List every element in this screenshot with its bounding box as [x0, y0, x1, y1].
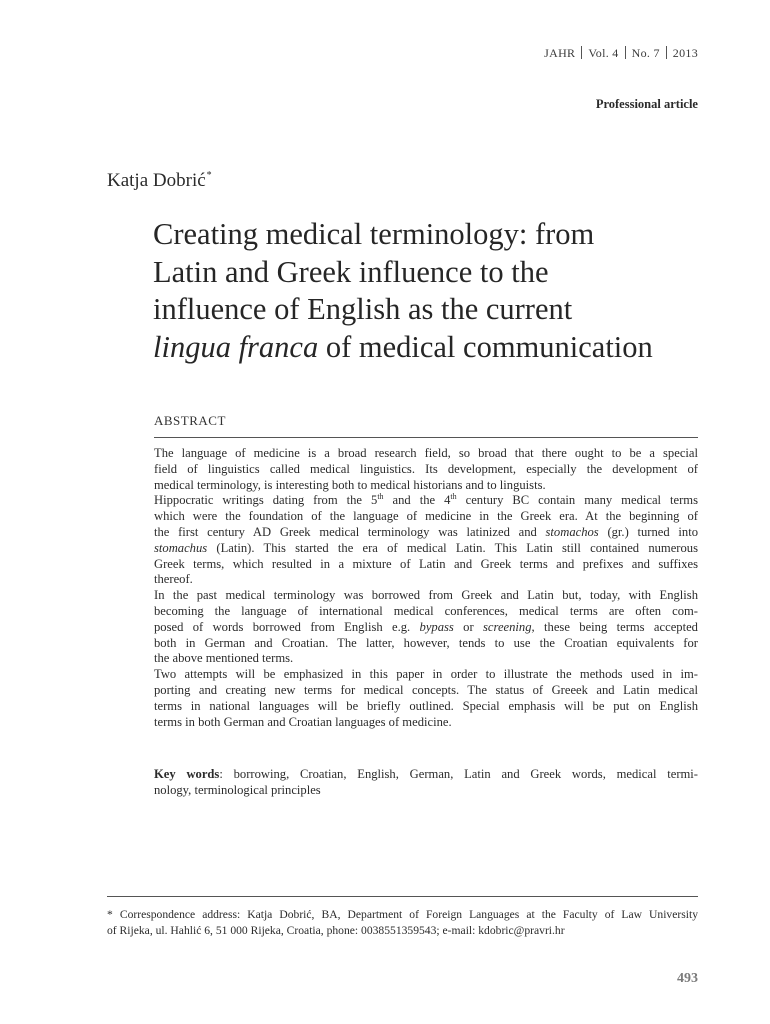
keywords-text: : borrowing, Croatian, English, German, Latin and Greek words, medical termi-: [219, 767, 699, 781]
abstract-line: [154, 493, 698, 509]
title-italic-phrase: lingua franca: [153, 329, 319, 364]
ordinal-superscript: th: [377, 492, 384, 502]
journal-year: 2013: [672, 46, 698, 60]
article-title: [153, 216, 713, 366]
title-line: [153, 329, 713, 367]
abstract-text: posed of words borrowed from English e.g.: [154, 619, 420, 634]
abstract-line: [154, 620, 698, 636]
author-name: Katja Dobrić: [107, 170, 206, 191]
abstract-text: (gr.) turned into: [598, 524, 698, 539]
author-footnote-mark: *: [206, 170, 212, 181]
article-type-label: Professional article: [595, 97, 698, 111]
abstract-line: [154, 525, 698, 541]
abstract-line: becoming the language of international medical conferences, medical terms are often com-: [154, 603, 698, 618]
abstract-italic-term: bypass: [419, 619, 454, 634]
ordinal-superscript: th: [450, 492, 457, 502]
abstract-line: medical terminology, is interesting both to medical historians and to linguists.: [154, 477, 546, 492]
abstract-text: the first century AD Greek medical terminology was latinized and: [154, 524, 546, 539]
abstract-text: and the 4: [383, 493, 451, 508]
title-line: Latin and Greek influence to the: [153, 254, 549, 289]
abstract-line: porting and creating new terms for medical concepts. The status of Greeek and Latin medical: [154, 682, 698, 697]
abstract-line: field of linguistics called medical linguistics. Its development, especially the development of: [154, 461, 698, 476]
author-name-block: [107, 170, 212, 192]
title-line: influence of English as the current: [153, 292, 573, 326]
header-divider: [581, 46, 582, 59]
header-divider: [666, 46, 667, 59]
abstract-text: century BC contain many medical terms: [456, 493, 699, 508]
journal-name: JAHR: [544, 46, 576, 60]
abstract-line: Greek terms, which resulted in a mixture of Latin and Greek terms and prefixes and suffixes: [154, 556, 698, 571]
abstract-line: both in German and Croatian. The latter, however, tends to use the Croatian equivalents for: [154, 635, 698, 650]
abstract-line: which were the foundation of the language of medicine in the Greek era. At the beginning of: [154, 509, 698, 524]
abstract-italic-term: stomachos: [545, 524, 599, 539]
header-divider: [625, 46, 626, 59]
journal-volume: Vol. 4: [588, 46, 619, 60]
title-line-rest: of medical communication: [318, 329, 653, 364]
page-number: 493: [677, 971, 698, 986]
keywords-line: nology, terminological principles: [154, 783, 321, 797]
abstract-line: thereof.: [154, 572, 193, 587]
abstract-text: or: [453, 619, 484, 634]
abstract-line: Two attempts will be emphasized in this paper in order to illustrate the methods used in im-: [154, 667, 698, 682]
footnote-line: of Rijeka, ul. Hahlić 6, 51 000 Rijeka, Croatia, phone: 0038551359543; e-mail: kdobric@pravri.hr: [107, 923, 565, 937]
abstract-text: these being terms accepted: [534, 619, 698, 634]
title-line: Creating medical terminology: from: [153, 217, 595, 251]
footnote-line: * Correspondence address: Katja Dobrić, BA, Department of Foreign Languages at the Faculty of Law University: [107, 908, 698, 921]
footnote-divider: [107, 896, 698, 897]
abstract-heading: ABSTRACT: [154, 413, 226, 428]
keywords-label: Key words: [154, 767, 220, 781]
abstract-italic-term: stomachus: [154, 540, 208, 555]
abstract-text: (Latin). This started the era of medical Latin. This Latin still contained numerous: [207, 540, 698, 555]
keywords-block: [154, 766, 698, 798]
abstract-line: [154, 541, 698, 557]
abstract-line: the above mentioned terms.: [154, 651, 294, 666]
abstract-line: terms in national languages will be briefly outlined. Special emphasis will be put on English: [154, 698, 698, 713]
abstract-divider: [154, 437, 698, 438]
abstract-body: [154, 446, 698, 730]
abstract-line: terms in both German and Croatian languages of medicine.: [154, 714, 452, 729]
running-header: [544, 46, 698, 61]
keywords-line: [154, 766, 698, 782]
abstract-line: In the past medical terminology was borrowed from Greek and Latin but, today, with English: [154, 588, 698, 603]
correspondence-footnote: [107, 907, 698, 938]
abstract-text: Hippocratic writings dating from the 5: [154, 493, 378, 508]
abstract-italic-term: screening,: [483, 619, 535, 634]
abstract-line: The language of medicine is a broad research field, so broad that there ought to be a special: [154, 446, 698, 460]
journal-number: No. 7: [631, 46, 660, 60]
